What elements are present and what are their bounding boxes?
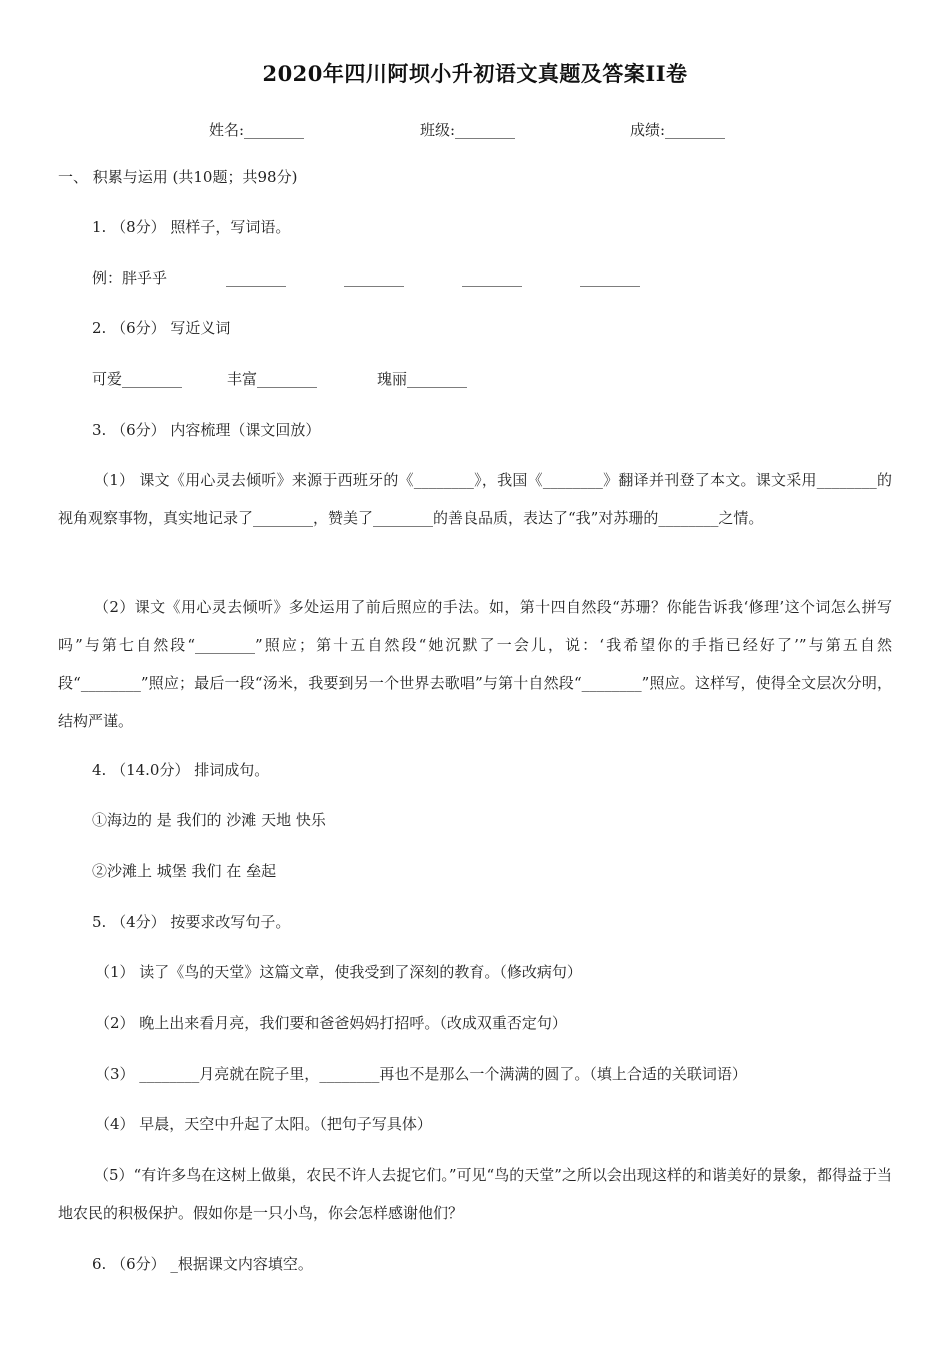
question-5-item: （1） 读了《鸟的天堂》这篇文章，使我受到了深刻的教育。（修改病句） [95,963,582,981]
question-4-header: 4. （14.0分） 排词成句。 [92,761,270,779]
question-3-part-1: （1） 课文《用心灵去倾听》来源于西班牙的《________》，我国《________》翻译并刊登了本文。课文采用________的视角观察事物，真实地记录了________，赞美了________的善良品质，表达了“我”对苏珊的________之情。 [58,471,892,527]
question-1-blank[interactable]: ________ [226,269,286,287]
question-1-example: 例：胖乎乎 [92,269,168,287]
question-5-item: （4） 早晨，天空中升起了太阳。（把句子写具体） [95,1115,432,1133]
question-5-item: （2） 晚上出来看月亮，我们要和爸爸妈妈打招呼。（改成双重否定句） [95,1014,567,1032]
question-2-item[interactable]: 丰富________ [227,370,318,388]
question-1-blank[interactable]: ________ [462,269,522,287]
question-1-blank[interactable]: ________ [580,269,640,287]
page-title: 2020年四川阿坝小升初语文真题及答案II卷 [262,61,688,86]
question-5-header: 5. （4分） 按要求改写句子。 [92,913,291,931]
question-6-header: 6. （6分） _根据课文内容填空。 [92,1255,313,1273]
question-2-item[interactable]: 可爱________ [92,370,183,388]
score-field[interactable]: 成绩:________ [630,121,726,139]
question-2-item[interactable]: 瑰丽________ [377,370,468,388]
question-3-header: 3. （6分） 内容梳理（课文回放） [92,421,321,439]
name-field[interactable]: 姓名:________ [209,121,305,139]
question-1-header: 1. （8分） 照样子，写词语。 [92,218,291,236]
question-5-item: （3） ________月亮就在院子里，________再也不是那么一个满满的圆了。（填上合适的关联词语） [95,1065,747,1083]
question-3-part-2: （2）课文《用心灵去倾听》多处运用了前后照应的手法。如，第十四自然段“苏珊？你能告诉我‘修理’这个词怎么拼写吗”与第七自然段“________”照应；第十五自然段“她沉默了一会儿，说：‘我希望你的手指已经好了’”与第五自然段“________”照应；最后一段“汤米，我要到另一个世界去歌唱”与第十自然段“________”照应。这样写，使得全文层次分明，结构严谨。 [58,598,892,730]
class-field[interactable]: 班级:________ [420,121,516,139]
question-4-sentence: ②沙滩上 城堡 我们 在 垒起 [92,862,277,880]
question-4-sentence: ①海边的 是 我们的 沙滩 天地 快乐 [92,811,326,829]
section-heading: 一、 积累与运用 (共10题；共98分) [58,168,298,186]
question-1-blank[interactable]: ________ [344,269,404,287]
question-5-item-5: （5）“有许多鸟在这树上做巢，农民不许人去捉它们。”可见“鸟的天堂”之所以会出现这样的和谐美好的景象，都得益于当地农民的积极保护。假如你是一只小鸟，你会怎样感谢他们？ [58,1166,892,1222]
question-2-header: 2. （6分） 写近义词 [92,319,231,337]
